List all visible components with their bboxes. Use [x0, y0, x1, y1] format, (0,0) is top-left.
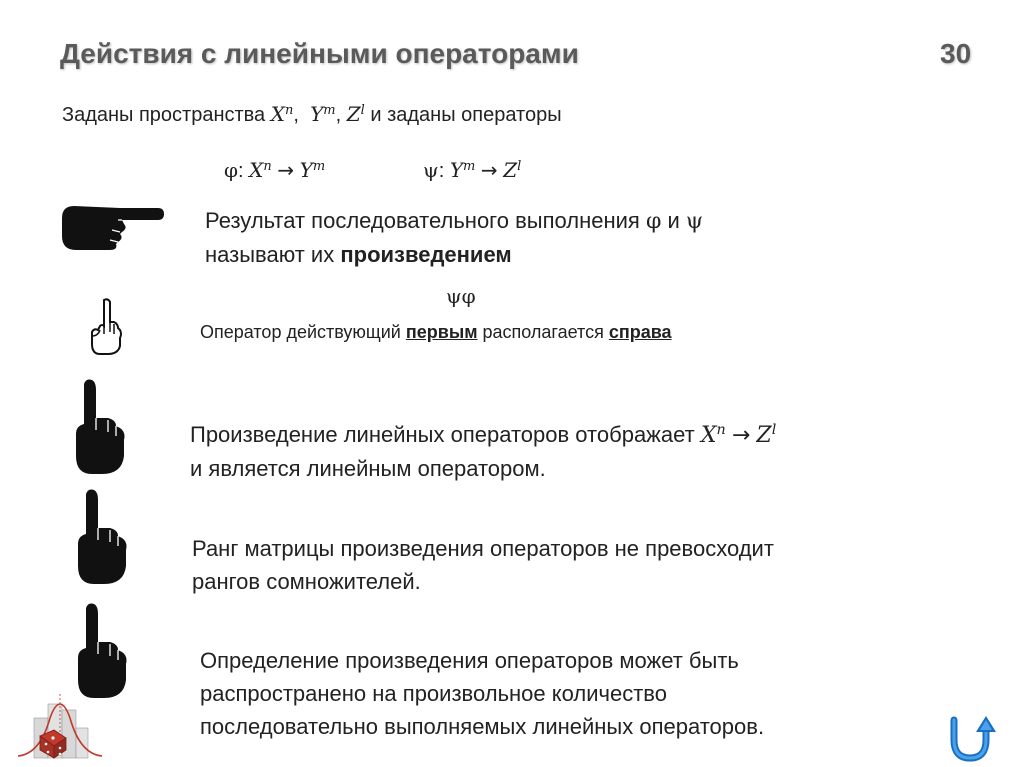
point2-line-2: рангов сомножителей. — [192, 569, 421, 594]
point3-line-1: Определение произведения операторов может быть — [200, 648, 739, 673]
product-formula: ψφ — [446, 284, 476, 308]
psi-definition: ψ: $Y^m \to Z^l$ — [423, 158, 522, 182]
slide-title: Действия с линейными операторами — [60, 38, 579, 69]
page-number: 30 — [940, 38, 972, 69]
pointing-hand-right-icon — [60, 200, 164, 252]
u-turn-back-icon[interactable] — [944, 714, 1000, 762]
point1-line-2: и является линейным оператором. — [190, 456, 546, 481]
intro-line: Заданы пространства $X^n$, $Y^m$, $Z^l$ и заданы операторы — [62, 102, 562, 126]
point1-line-1: Произведение линейных операторов отображает $X^n \to Z^l$ — [190, 422, 777, 448]
note-first: первым — [405, 322, 478, 342]
pointing-hand-up-icon — [72, 378, 128, 476]
point3-line-2: распространено на произвольное количество — [200, 681, 667, 706]
statistics-dice-logo — [10, 688, 110, 760]
product-line-1: Результат последовательного выполнения φ и ψ — [205, 208, 704, 234]
pointing-hand-up-icon-2 — [74, 488, 130, 586]
phi-definition: φ: $X^n \to Y^m$ — [224, 158, 326, 182]
product-term: произведением — [340, 242, 512, 267]
pointing-hand-up-outline-icon — [88, 296, 124, 358]
product-line-2: называют их произведением — [205, 242, 512, 267]
note-right: справа — [608, 322, 672, 342]
point3-line-3: последовательно выполняемых линейных операторов. — [200, 714, 765, 739]
note-line: Оператор действующий первым располагается справа — [200, 322, 672, 342]
point2-line-1: Ранг матрицы произведения операторов не превосходит — [192, 536, 774, 561]
pointing-hand-up-icon-3 — [74, 602, 130, 700]
